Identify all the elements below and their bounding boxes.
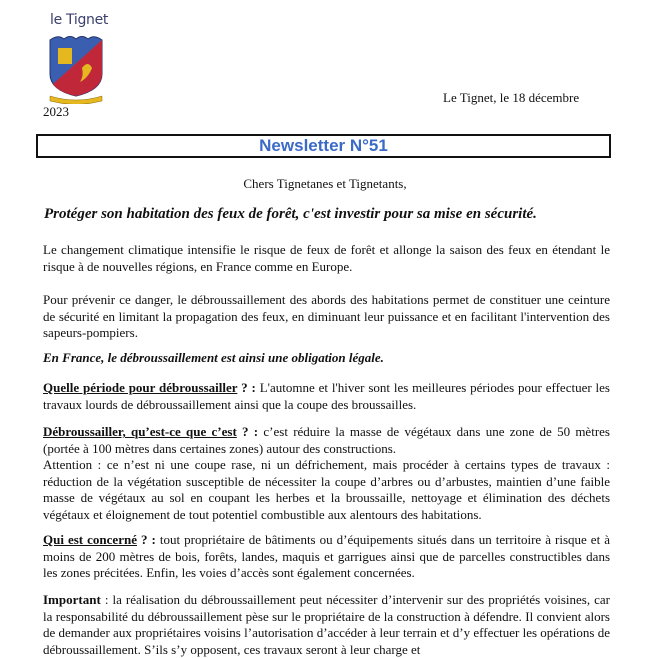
period-label: Quelle période pour débroussailler [43,380,238,395]
concerned-text: tout propriétaire de bâtiments ou d’équipements situés dans un territoire à risque et à moins de 200 mètres de bois, forêts, landes, maquis et garrigues ainsi que de parcelles constructibles dans les zones précitées. Enfin, les voies d’accès sont également concernées. [43,532,610,580]
important-text: : la réalisation du débroussaillement peut nécessiter d’intervenir sur des propriétés voisines, car la responsabilité du débroussaillement pèse sur le propriétaire de la construction à défendre. Il convient alors de demander aux propriétaires voisins l’autorisation d’accéder à leur terrain et d’y effectuer les opérations de débroussaillement. S’ils s’y opposent, ces travaux seront à leur charge et [43,592,610,657]
paragraph-definition [43,424,610,523]
paragraph-period [43,380,610,413]
headline: Protéger son habitation des feux de forêt, c'est investir pour sa mise en sécurité. [44,206,537,222]
newsletter-title: Newsletter N°51 [259,136,388,155]
important-label: Important [43,592,101,607]
concerned-label: Qui est concerné [43,532,137,547]
year: 2023 [43,104,69,119]
date-line: Le Tignet, le 18 décembre [443,90,580,105]
attention-text: Attention : ce n’est ni une coupe rase, ni un défrichement, mais procéder à certains types de travaux : réduction de la végétation susceptible de nécessiter la coupe d’arbres ou d’arbustes, maintien d’une faible masse de végétaux au sol en coupant les herbes et la broussaille, nettoyage et élimination des déchets végétaux et éloignement de tout potentiel combustible aux alentours des habitations. [43,457,610,522]
paragraph-important [43,592,610,658]
definition-sep: ? : [236,424,264,439]
greeting: Chers Tignetanes et Tignetants, [243,176,407,191]
definition-text: c’est réduire la masse de végétaux dans une zone de 50 mètres (portée à 100 mètres dans certaines zones) autour des constructions. [43,424,610,456]
paragraph-prevention: Pour prévenir ce danger, le débroussaillement des abords des habitations permet de constituer une ceinture de sécurité en limitant la propagation des feux, en diminuant leur puissance et en facilitant l'intervention des sapeurs-pompiers. [43,292,610,340]
paragraph-legal-obligation: En France, le débroussaillement est ainsi une obligation légale. [43,350,384,365]
definition-label: Débroussailler, qu’est-ce que c’est [43,424,237,439]
logo-text: le Tignet [50,12,109,28]
newsletter-title-box [36,134,611,158]
period-text: L'automne et l'hiver sont les meilleures périodes pour effectuer les travaux lourds de débroussaillement ainsi que la coupe des broussailles. [43,380,610,412]
paragraph-intro: Le changement climatique intensifie le risque de feux de forêt et allonge la saison des feux en étendant le risque à de nouvelles régions, en France comme en Europe. [43,242,610,274]
concerned-sep: ? : [136,532,160,547]
paragraph-concerned [43,532,610,582]
period-sep: ? : [237,380,260,395]
